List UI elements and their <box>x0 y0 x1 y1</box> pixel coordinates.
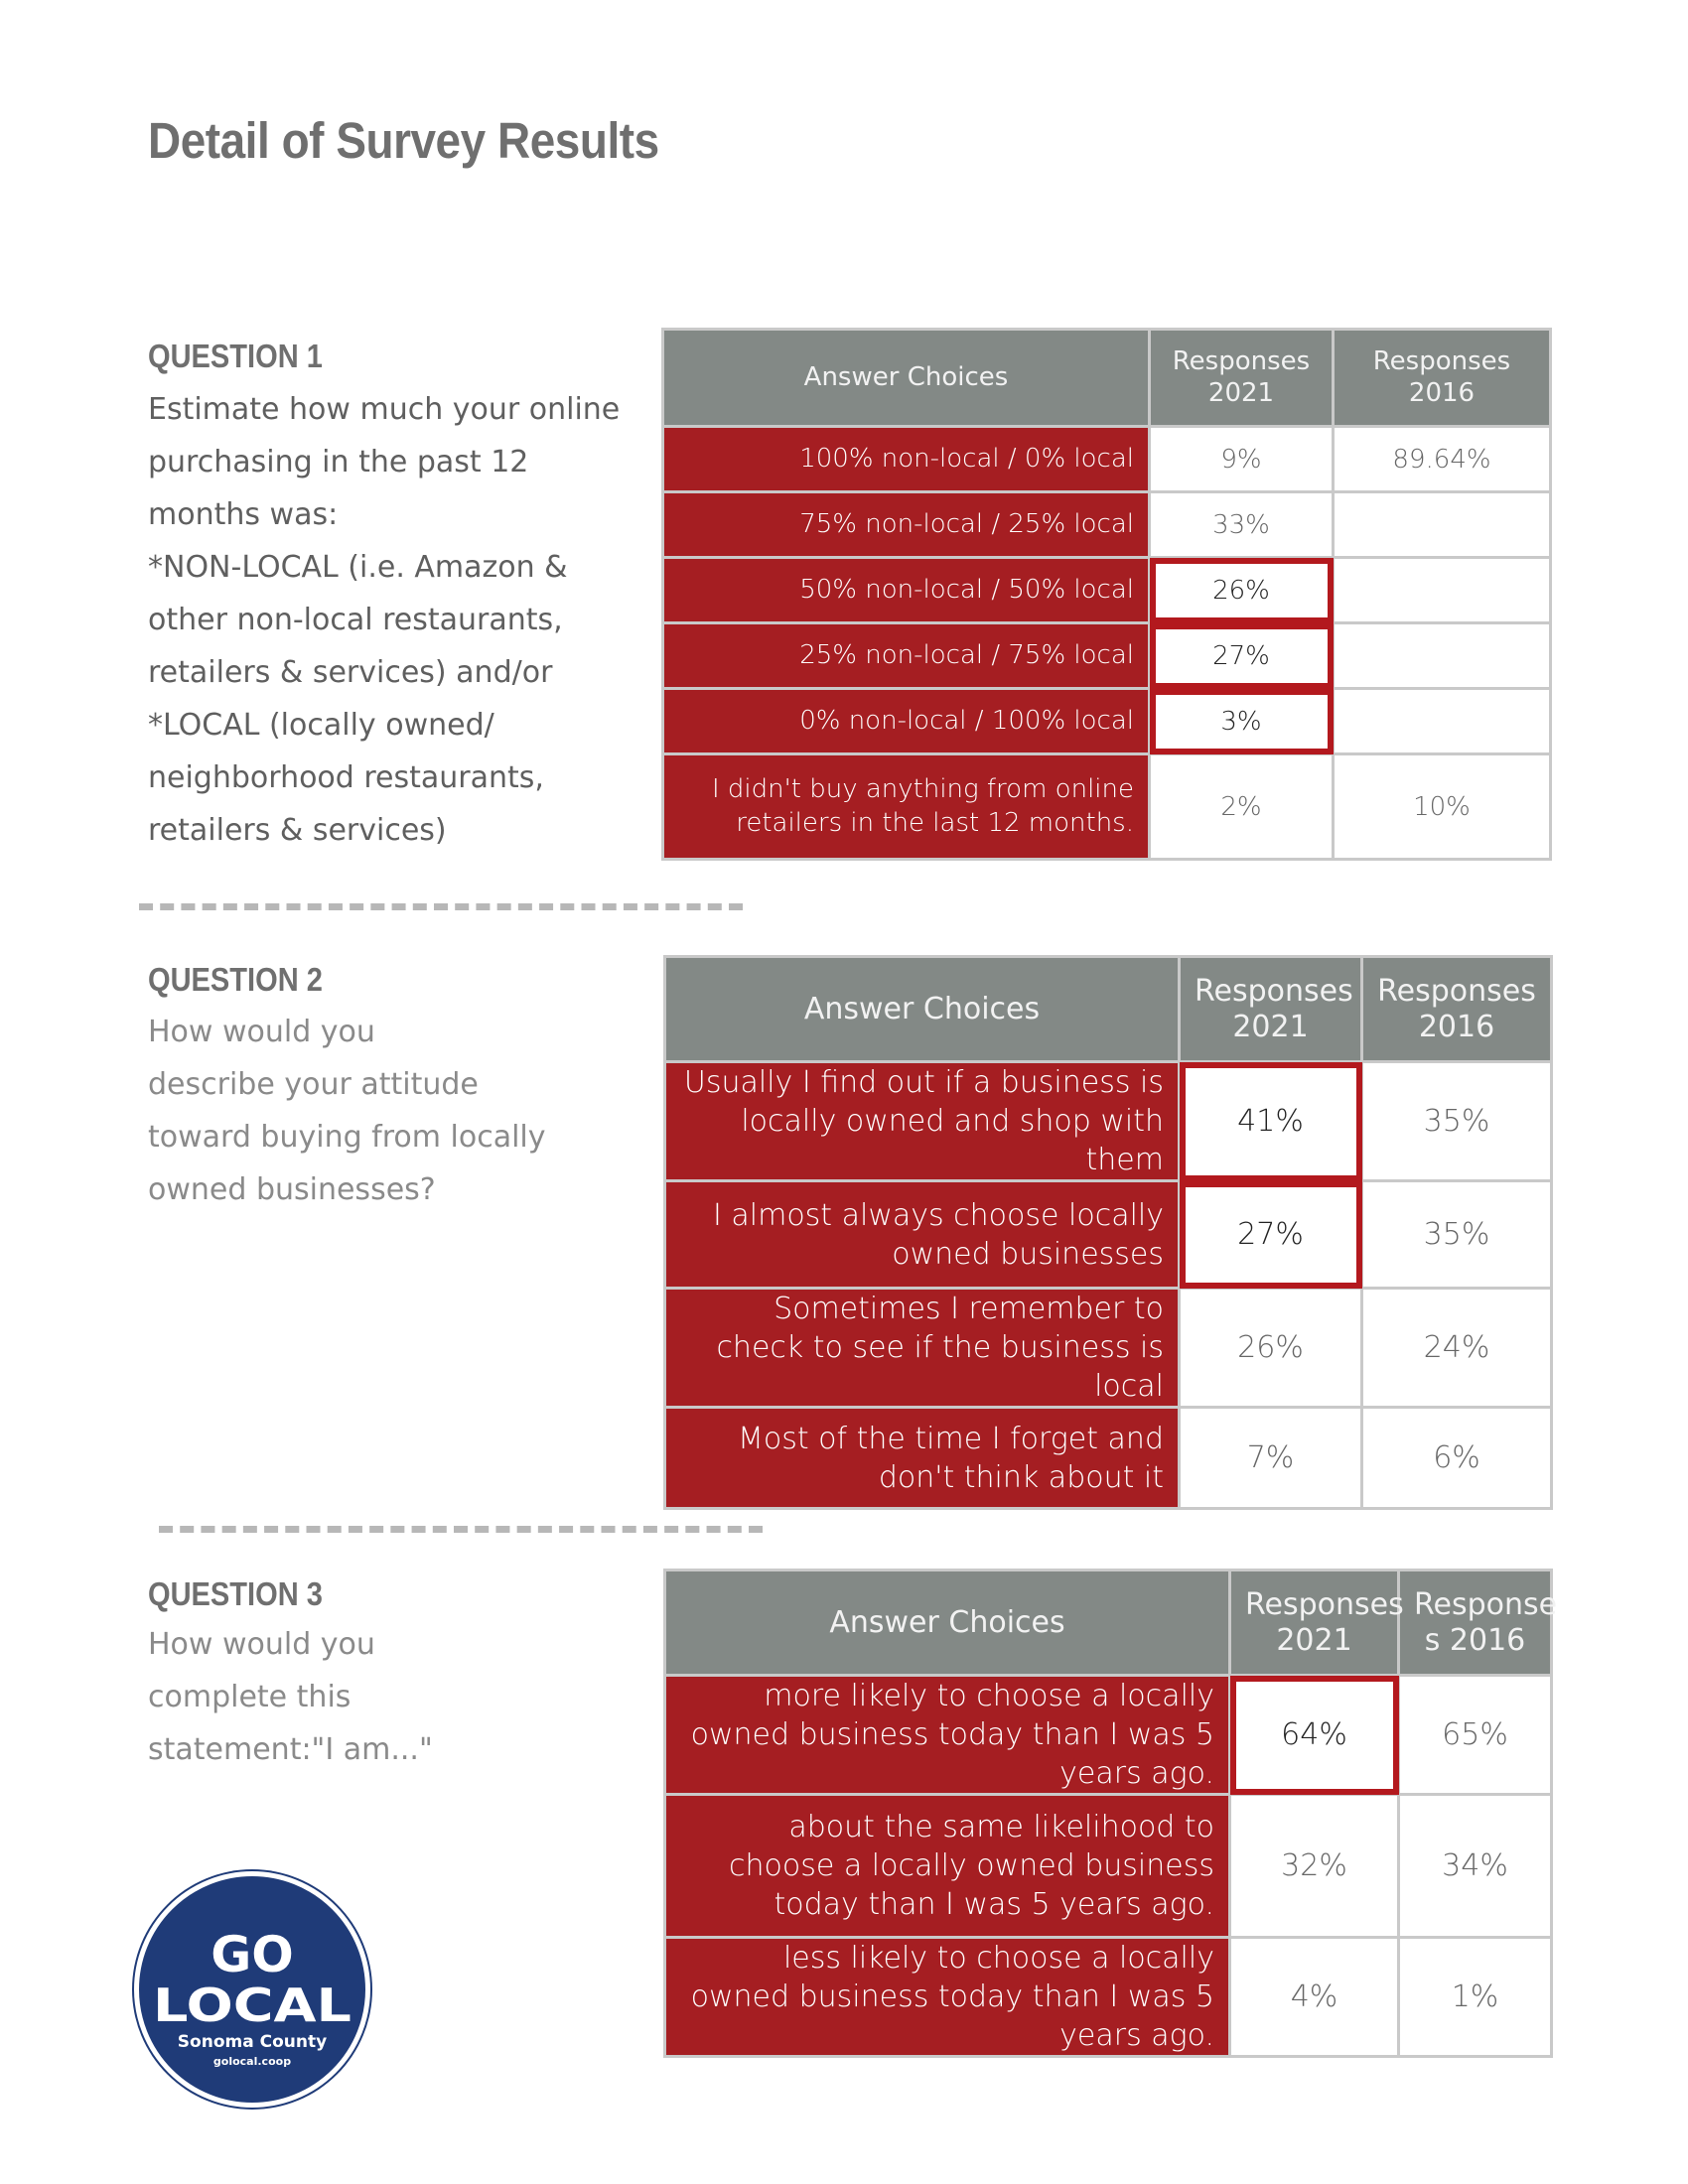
question-3-text: How would you complete this statement:"I am..." <box>148 1627 433 1767</box>
response-2016: 34% <box>1399 1795 1552 1938</box>
question-1-table <box>661 328 1552 861</box>
answer-choice: Usually I find out if a business is locally owned and shop with them <box>665 1062 1180 1181</box>
header-answer-choices: Answer Choices <box>665 1570 1230 1676</box>
response-2016 <box>1334 689 1551 754</box>
header-responses-2016: Responses 2016 <box>1334 330 1551 427</box>
answer-choice: more likely to choose a locally owned business today than I was 5 years ago. <box>665 1676 1230 1795</box>
logo-local-text: LOCAL <box>153 1979 352 2032</box>
response-2021-highlighted: 27% <box>1180 1181 1362 1289</box>
table-row <box>663 558 1551 623</box>
response-2016: 24% <box>1362 1289 1552 1408</box>
response-2021-highlighted: 64% <box>1230 1676 1399 1795</box>
response-2021: 32% <box>1230 1795 1399 1938</box>
table-row <box>663 754 1551 860</box>
response-2016 <box>1334 623 1551 689</box>
response-2021: 9% <box>1150 427 1334 492</box>
header-answer-choices: Answer Choices <box>663 330 1150 427</box>
response-2016: 89.64% <box>1334 427 1551 492</box>
header-responses-2016: Responses 2016 <box>1362 957 1552 1062</box>
answer-choice: 0% non-local / 100% local <box>663 689 1150 754</box>
response-2021: 33% <box>1150 492 1334 558</box>
table-header-row <box>665 957 1552 1062</box>
table-row <box>665 1938 1552 2057</box>
table-row <box>665 1062 1552 1181</box>
header-responses-2016: Response s 2016 <box>1399 1570 1552 1676</box>
response-2016: 35% <box>1362 1062 1552 1181</box>
section-divider <box>159 1526 763 1533</box>
table-row <box>663 427 1551 492</box>
question-3-label: QUESTION 3 <box>148 1575 323 1612</box>
response-2016 <box>1334 492 1551 558</box>
answer-choice: about the same likelihood to choose a locally owned business today than I was 5 years ago. <box>665 1795 1230 1938</box>
response-2021: 7% <box>1180 1408 1362 1509</box>
response-2021-highlighted: 41% <box>1180 1062 1362 1181</box>
answer-choice: I didn't buy anything from online retailers in the last 12 months. <box>663 754 1150 860</box>
response-2021: 2% <box>1150 754 1334 860</box>
table-header-row <box>665 1570 1552 1676</box>
response-2021: 4% <box>1230 1938 1399 2057</box>
header-responses-2021: Responses 2021 <box>1150 330 1334 427</box>
question-1-text: Estimate how much your online purchasing in the past 12 months was: *NON-LOCAL (i.e. Amazon & other non-local restaurants, retailers & services) and/or *LOCAL (locally owned/ neighborhood restaurants, retailers & services) <box>148 392 621 848</box>
page-title: Detail of Survey Results <box>148 112 659 169</box>
answer-choice: 100% non-local / 0% local <box>663 427 1150 492</box>
table-row <box>663 623 1551 689</box>
logo-sonoma-text: Sonoma County <box>177 2032 328 2052</box>
response-2021-highlighted: 3% <box>1150 689 1334 754</box>
question-3-table <box>663 1569 1558 2058</box>
table-header-row <box>663 330 1551 427</box>
answer-choice: 50% non-local / 50% local <box>663 558 1150 623</box>
go-local-logo <box>134 1871 370 2108</box>
answer-choice: Sometimes I remember to check to see if the business is local <box>665 1289 1180 1408</box>
answer-choice: I almost always choose locally owned businesses <box>665 1181 1180 1289</box>
answer-choice: 75% non-local / 25% local <box>663 492 1150 558</box>
table-row <box>665 1795 1552 1938</box>
table-row <box>665 1289 1552 1408</box>
logo-go-text: GO <box>211 1926 294 1983</box>
table-row <box>665 1676 1552 1795</box>
response-2016 <box>1334 558 1551 623</box>
table-row <box>665 1181 1552 1289</box>
header-answer-choices: Answer Choices <box>665 957 1180 1062</box>
response-2021-highlighted: 27% <box>1150 623 1334 689</box>
response-2016: 10% <box>1334 754 1551 860</box>
table-row <box>663 492 1551 558</box>
question-1-label: QUESTION 1 <box>148 338 323 374</box>
question-2-label: QUESTION 2 <box>148 961 323 998</box>
answer-choice: Most of the time I forget and don't think about it <box>665 1408 1180 1509</box>
table-row <box>665 1408 1552 1509</box>
header-responses-2021: Responses 2021 <box>1180 957 1362 1062</box>
response-2016: 1% <box>1399 1938 1552 2057</box>
header-responses-2021: Responses 2021 <box>1230 1570 1399 1676</box>
response-2021-highlighted: 26% <box>1150 558 1334 623</box>
answer-choice: less likely to choose a locally owned business today than I was 5 years ago. <box>665 1938 1230 2057</box>
response-2021: 26% <box>1180 1289 1362 1408</box>
response-2016: 35% <box>1362 1181 1552 1289</box>
response-2016: 65% <box>1399 1676 1552 1795</box>
question-2-text: How would you describe your attitude toward buying from locally owned businesses? <box>148 1015 546 1207</box>
logo-url-text: golocal.coop <box>212 2055 292 2068</box>
answer-choice: 25% non-local / 75% local <box>663 623 1150 689</box>
table-row <box>663 689 1551 754</box>
section-divider <box>139 903 743 910</box>
question-2-table <box>663 955 1553 1510</box>
response-2016: 6% <box>1362 1408 1552 1509</box>
